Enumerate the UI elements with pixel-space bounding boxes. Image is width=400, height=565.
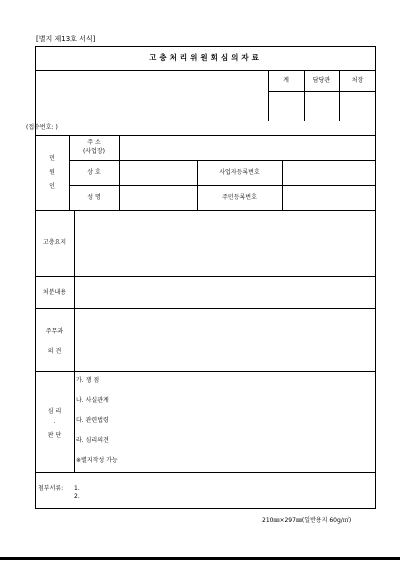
applicant-group-label: 민 xyxy=(49,155,55,162)
section-rule xyxy=(35,371,376,372)
resident-reg-label: 주민등록번호 xyxy=(222,194,257,201)
receipt-number: (접수번호: ) xyxy=(26,124,58,131)
section-label-divider xyxy=(74,210,75,472)
applicant-mid-divider xyxy=(282,160,283,210)
section-rule xyxy=(35,472,376,473)
review-item: 라. 심리의견 xyxy=(76,437,109,444)
address-label: 주 소 xyxy=(87,139,101,146)
argument-label: 의 견 xyxy=(47,348,62,355)
approval-col-label: 처장 xyxy=(351,77,364,84)
disposition-label: 처분내용 xyxy=(42,289,67,296)
biz-reg-label: 사업자등록번호 xyxy=(219,169,260,176)
section-rule xyxy=(35,308,376,309)
attachment-item: 1. xyxy=(74,485,80,492)
review-label: 심 리 xyxy=(47,408,62,415)
applicant-mid-divider xyxy=(197,160,198,210)
approval-divider xyxy=(268,91,376,92)
attachment-item: 2. xyxy=(74,493,80,500)
review-form xyxy=(26,46,376,509)
applicant-label-divider xyxy=(119,135,120,210)
address-label: (사업장) xyxy=(82,148,106,155)
review-note: ※별지작성 가능 xyxy=(76,457,118,464)
review-item: 다. 관련법령 xyxy=(76,417,109,424)
approval-col-label: 계 xyxy=(283,77,289,84)
section-rule xyxy=(35,210,376,211)
argument-label: 주무과 xyxy=(45,328,64,335)
applicant-row-rule xyxy=(69,185,376,186)
approval-col-label: 담당관 xyxy=(312,77,331,84)
review-label: · xyxy=(53,420,56,427)
bottom-rule xyxy=(0,557,400,560)
applicant-group-label: 원 xyxy=(49,169,55,176)
applicant-row-rule xyxy=(69,160,376,161)
trade-name-label: 상 호 xyxy=(87,169,101,176)
review-item: 나. 사실관계 xyxy=(76,397,109,404)
title-divider xyxy=(35,70,376,71)
grievance-label: 고충요지 xyxy=(42,239,67,246)
attachments-label: 첨부서류: xyxy=(38,485,64,492)
form-number-label: [별지 제13호 서식] xyxy=(36,35,96,43)
applicant-top-rule xyxy=(35,135,376,136)
review-label: 판 단 xyxy=(47,432,62,439)
applicant-group-label: 인 xyxy=(49,183,55,190)
paper-spec-footer: 210㎜×297㎜(일반용지 60g/㎡) xyxy=(262,517,352,524)
name-label: 성 명 xyxy=(87,194,101,201)
section-rule xyxy=(35,276,376,277)
form-title: 고충처리위원회심의자료 xyxy=(149,53,262,62)
review-item: 가. 쟁 점 xyxy=(76,377,100,384)
